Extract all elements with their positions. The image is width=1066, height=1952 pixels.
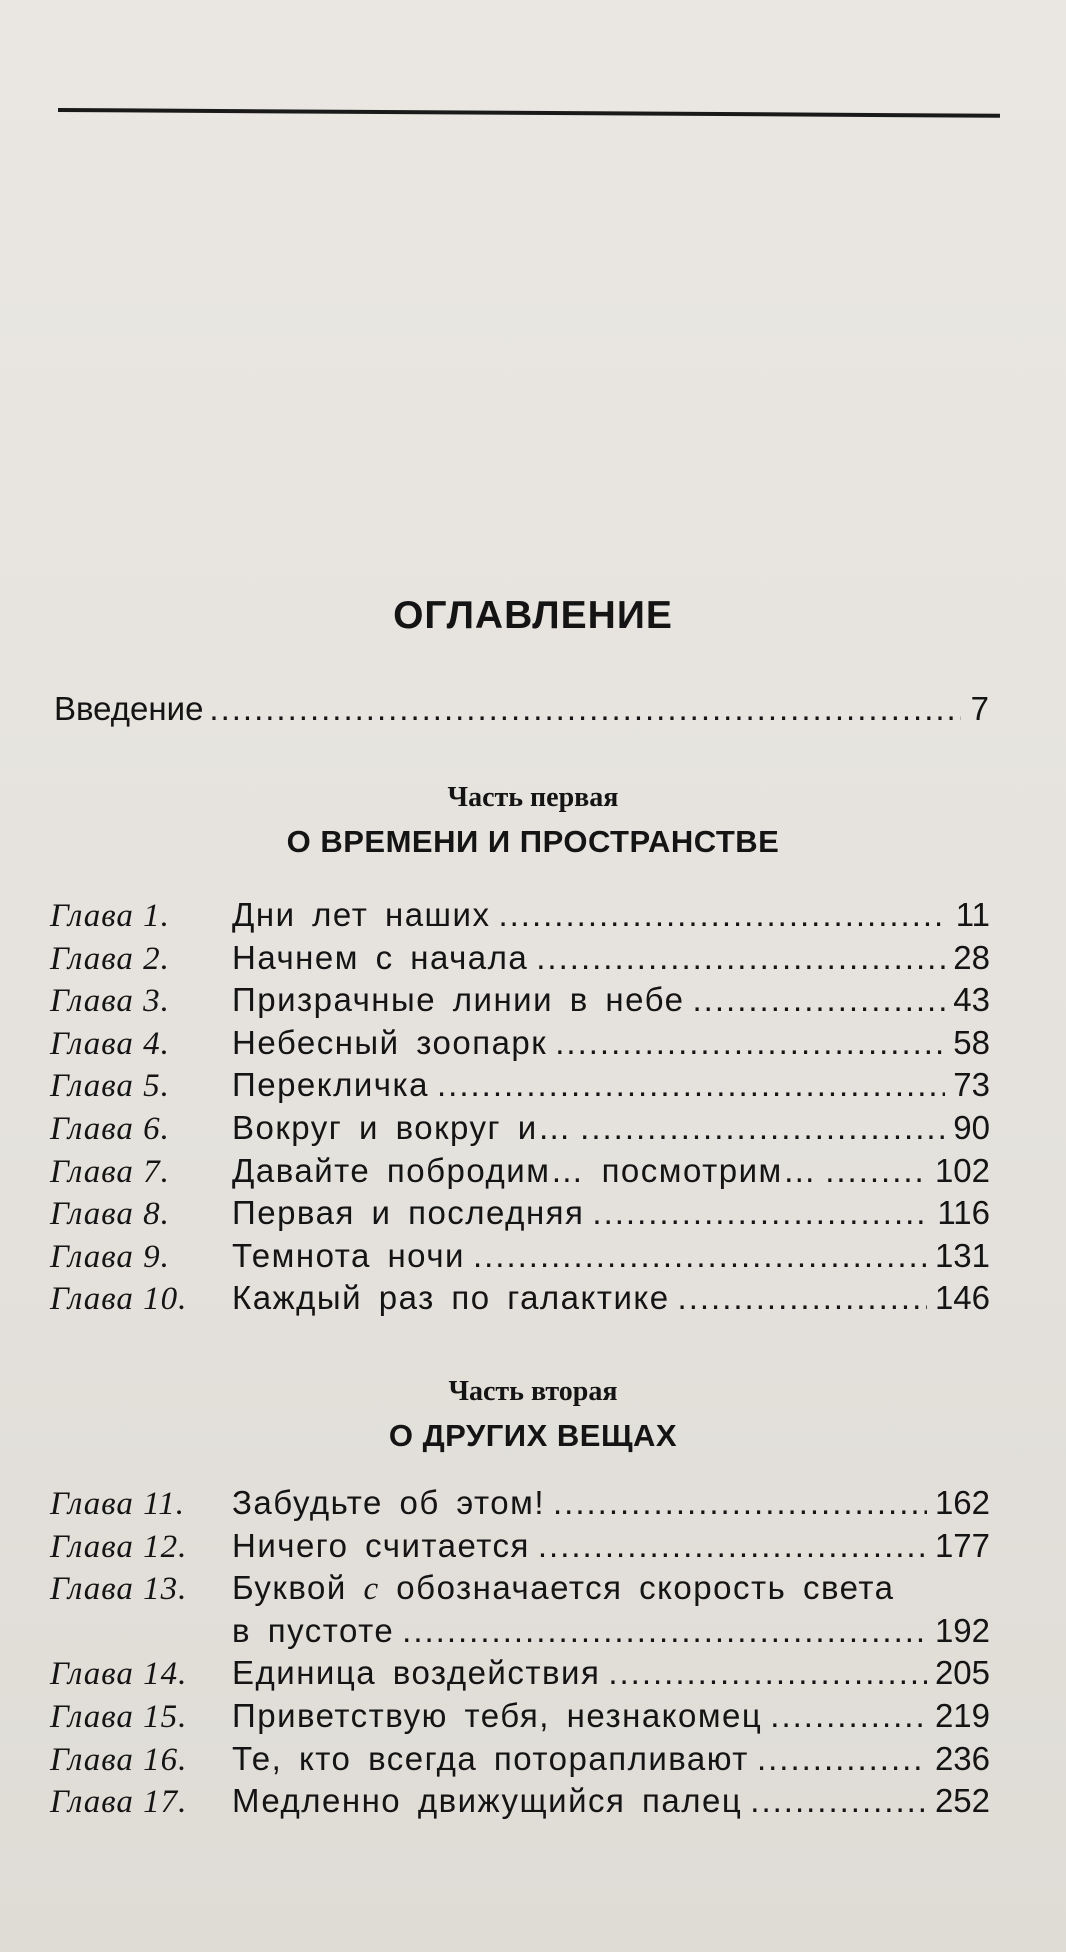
part-two-chapter-list	[50, 1484, 990, 1825]
part-one-chapter-list	[50, 896, 990, 1322]
chapter-page-number: 192	[934, 1611, 990, 1649]
chapter-title: Дни лет наших	[232, 896, 491, 933]
chapter-number: Глава 2.	[50, 940, 170, 977]
toc-entry-chapter-5	[50, 1066, 990, 1109]
chapter-title: Давайте побродим… посмотрим…	[232, 1151, 818, 1189]
chapter-page-number: 43	[953, 981, 990, 1019]
toc-entry-chapter-16	[50, 1740, 990, 1783]
toc-title: ОГЛАВЛЕНИЕ	[393, 594, 673, 637]
dot-leader	[555, 1024, 945, 1062]
chapter-title: Вокруг и вокруг и…	[232, 1108, 573, 1146]
chapter-page-number: 90	[953, 1108, 990, 1146]
dot-leader	[825, 1152, 927, 1190]
chapter-number: Глава 5.	[50, 1068, 170, 1105]
chapter-page-number: 58	[953, 1023, 990, 1061]
toc-entry-chapter-9	[50, 1237, 990, 1280]
chapter-title: Каждый раз по галактике	[232, 1279, 670, 1317]
chapter-page-number: 116	[937, 1194, 990, 1232]
dot-leader	[498, 896, 947, 934]
chapter-title: Небесный зоопарк	[232, 1023, 548, 1061]
chapter-number: Глава 13.	[50, 1571, 188, 1608]
chapter-title: Приветствую тебя, незнакомец	[232, 1696, 763, 1734]
chapter-number: Глава 12.	[50, 1528, 188, 1565]
chapter-page-number: 219	[934, 1696, 990, 1734]
dot-leader	[437, 1066, 945, 1104]
chapter-page-number: 252	[934, 1782, 990, 1820]
entry-title: Введение	[54, 690, 204, 727]
dot-leader	[538, 1527, 927, 1565]
dot-leader	[402, 1612, 927, 1650]
dot-leader	[770, 1697, 927, 1735]
chapter-number: Глава 6.	[50, 1110, 170, 1147]
chapter-title: Те, кто всегда поторапливают	[232, 1739, 749, 1777]
toc-entry-chapter-4	[50, 1024, 990, 1067]
toc-entry-chapter-7	[50, 1152, 990, 1195]
chapter-title: Начнем с начала	[232, 938, 529, 976]
chapter-title-part: Буквой	[232, 1569, 364, 1607]
toc-entry-chapter-3	[50, 981, 990, 1024]
toc-entry-chapter-15	[50, 1697, 990, 1740]
chapter-title: Ничего считается	[232, 1526, 530, 1564]
chapter-page-number: 205	[934, 1654, 990, 1692]
part-one-label: Часть первая	[447, 782, 619, 813]
part-two-title: О ДРУГИХ ВЕЩАХ	[388, 1418, 678, 1453]
chapter-title: Забудьте об этом!	[232, 1484, 545, 1521]
chapter-page-number: 162	[934, 1484, 990, 1521]
dot-leader	[750, 1782, 927, 1820]
chapter-number: Глава 11.	[50, 1486, 185, 1522]
chapter-title-line-2: в пустоте	[232, 1611, 395, 1649]
chapter-page-number: 11	[955, 896, 990, 933]
top-rule-divider	[58, 108, 1000, 118]
chapter-number: Глава 17.	[50, 1784, 188, 1821]
chapter-page-number: 73	[953, 1066, 990, 1104]
dot-leader	[536, 939, 945, 977]
toc-entry-introduction	[54, 690, 989, 728]
chapter-number: Глава 4.	[50, 1025, 170, 1062]
toc-entry-chapter-6	[50, 1109, 990, 1152]
part-two-label: Часть вторая	[448, 1376, 618, 1407]
dot-leader	[209, 690, 960, 728]
chapter-number: Глава 16.	[50, 1741, 188, 1778]
chapter-number: Глава 3.	[50, 983, 170, 1020]
chapter-page-number: 177	[934, 1526, 990, 1564]
chapter-title: Призрачные линии в небе	[232, 981, 685, 1019]
toc-entry-chapter-14	[50, 1654, 990, 1697]
chapter-page-number: 131	[934, 1236, 990, 1274]
chapter-page-number: 236	[934, 1739, 990, 1777]
chapter-page-number: 102	[934, 1151, 990, 1189]
entry-page-number: 7	[970, 690, 989, 727]
chapter-title: Единица воздействия	[232, 1654, 601, 1692]
dot-leader	[473, 1237, 927, 1275]
part-one-title: О ВРЕМЕНИ И ПРОСТРАНСТВЕ	[286, 824, 780, 859]
dot-leader	[757, 1740, 927, 1778]
chapter-number: Глава 7.	[50, 1153, 170, 1190]
chapter-title-italic-letter: с	[363, 1571, 380, 1608]
chapter-page-number: 28	[953, 938, 990, 976]
chapter-number: Глава 10.	[50, 1281, 188, 1318]
chapter-number: Глава 9.	[50, 1238, 170, 1275]
chapter-number: Глава 8.	[50, 1196, 170, 1233]
toc-entry-chapter-13	[50, 1569, 990, 1612]
chapter-title: Первая и последняя	[232, 1194, 585, 1232]
chapter-number: Глава 14.	[50, 1656, 188, 1693]
toc-entry-chapter-1	[50, 896, 990, 939]
toc-entry-chapter-2	[50, 939, 990, 982]
dot-leader	[553, 1484, 927, 1522]
chapter-number: Глава 15.	[50, 1698, 188, 1735]
chapter-title-line-1	[232, 1569, 894, 1608]
chapter-title-part: обозначается скорость света	[379, 1569, 895, 1607]
toc-entry-chapter-10	[50, 1279, 990, 1322]
chapter-number: Глава 1.	[50, 898, 170, 934]
toc-entry-chapter-8	[50, 1194, 990, 1237]
dot-leader	[678, 1279, 927, 1317]
chapter-title: Медленно движущийся палец	[232, 1782, 743, 1820]
chapter-title: Темнота ночи	[232, 1236, 465, 1274]
toc-entry-chapter-11	[50, 1484, 990, 1527]
dot-leader	[580, 1109, 945, 1147]
dot-leader	[592, 1194, 929, 1232]
chapter-page-number: 146	[934, 1279, 990, 1317]
toc-entry-chapter-12	[50, 1527, 990, 1570]
chapter-title: Перекличка	[232, 1066, 429, 1104]
toc-entry-chapter-17	[50, 1782, 990, 1825]
dot-leader	[693, 981, 946, 1019]
dot-leader	[608, 1654, 927, 1692]
toc-entry-chapter-13-continued	[50, 1612, 990, 1655]
